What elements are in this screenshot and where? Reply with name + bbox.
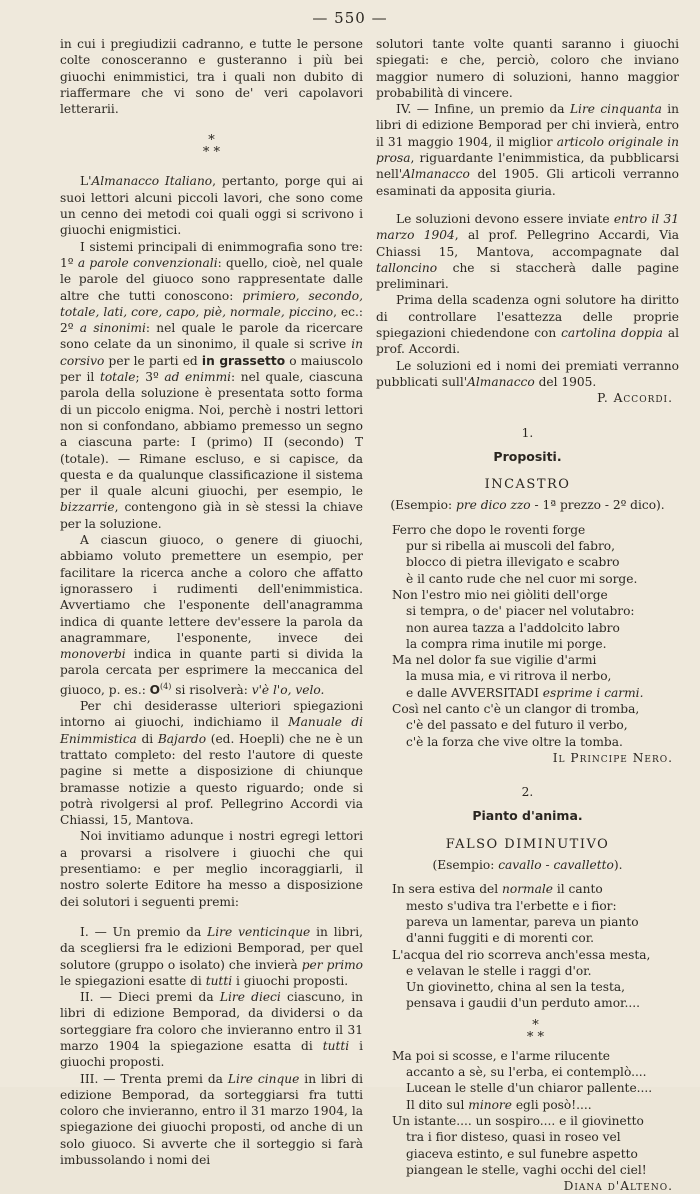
paragraph: solutori tante volte quanti saranno i giuochi spiegati: e che, perciò, coloro che inviano maggior numero di soluzioni, hanno maggior probabilità di vincere.: [376, 37, 679, 100]
asterism-separator: * * *: [202, 133, 221, 161]
paragraph: Le soluzioni ed i nomi dei premiati verranno pubblicati sull'Almanacco del 1905.: [376, 358, 679, 389]
page-number: — 550 —: [312, 9, 388, 27]
verse: Il dito sul minore egli posò!....: [406, 1097, 592, 1112]
prize-paragraph: I. — Un premio da Lire venticinque in libri, da scegliersi fra le edizioni Bemporad, per quel solutore (gruppo o isolato) che invierà per primo le spiegazioni esatte di tutti i giuochi proposti.: [60, 924, 363, 988]
verse: Ferro che dopo le roventi forge: [392, 522, 586, 537]
verse: si tempra, o de' piacer nel volutabro:: [406, 604, 635, 619]
prize-paragraph: III. — Trenta premi da Lire cinque in libri di edizione Bemporad, da sorteggiarsi fra tutti coloro che invieranno, entro il 31 marzo 1904, la spiegazione dei giuochi proposti, od anche di un solo giuoco. Si avverte che il sorteggio si farà imbussolando i nomi dei: [60, 1071, 363, 1168]
game-type: INCASTRO: [484, 477, 571, 493]
game-number: 1.: [521, 425, 534, 440]
paragraph: Prima della scadenza ogni solutore ha diritto di controllare l'esattezza delle proprie spiegazioni chiedendone con cartolina doppia al prof. Accordi.: [376, 293, 679, 357]
verse: è il canto rude che nel cuor mi sorge.: [406, 571, 638, 586]
left-column: [60, 36, 363, 1168]
asterism-separator: * * *: [526, 1017, 545, 1045]
verse: accanto a sè, su l'erba, ei contemplò....: [406, 1065, 647, 1080]
verse: Non l'estro mio nei giòliti dell'orge: [392, 587, 608, 602]
verse: Così nel canto c'è un clangor di tromba,: [392, 701, 640, 716]
verse: piangean le stelle, vaghi occhi del ciel!: [406, 1162, 647, 1177]
verse: mesto s'udiva tra l'erbette e i fior:: [406, 898, 617, 913]
verse: giaceva estinto, e sul funebre aspetto: [406, 1146, 638, 1161]
poem: [392, 881, 679, 1178]
verse: tra i fior disteso, quasi in roseo vel: [406, 1130, 621, 1145]
verse: Ma nel dolor fa sue vigilie d'armi: [392, 653, 597, 668]
game-type: FALSO DIMINUTIVO: [445, 836, 610, 852]
paragraph: Noi invitiamo adunque i nostri egregi lettori a provarsi a risolvere i giuochi che qui presentiamo: e per meglio incoraggiarli, il nostro solerte Editore ha messo a disposizione dei solutori i seguenti premi:: [60, 829, 363, 909]
paragraph: A ciascun giuoco, o genere di giuochi, abbiamo voluto premettere un esempio, per facilitare la ricerca anche a coloro che affatto ignorassero i rudimenti dell'enimmistica. Avvertiamo che l'esponente dell'anagramma indica di quante lettere dev'essere la parola da anagrammare, l'esponente, invece dei monoverbi indica in quante parti si divida la parola cercata per esprimere la meccanica del giuoco, p. es.: $O^{(4)}$ si risolverà: v'è l'o, velo.: [60, 533, 363, 697]
game-example: (Esempio: cavallo - cavalletto).: [432, 858, 623, 873]
paragraph: Le soluzioni devono essere inviate entro il 31 marzo 1904, al prof. Pellegrino Accardi, Via Chiassi 15, Mantova, accompagnate dal talloncino che si staccherà dalle pagine preliminari.: [376, 211, 679, 292]
verse: e dalle AVVERSITADI esprime i carmi.: [406, 685, 644, 700]
verse: blocco di pietra illevigato e scabro: [406, 555, 620, 570]
game-title: Pianto d'anima.: [472, 808, 583, 824]
verse: la compra rima inutile mi porge.: [406, 636, 607, 651]
verse: pensava i gaudii d'un perduto amor....: [406, 996, 641, 1011]
signature: Il Principe Nero.: [552, 750, 673, 765]
verse: c'è la forza che vive oltre la tomba.: [406, 734, 623, 749]
verse: pur si ribella ai muscoli del fabro,: [406, 539, 615, 554]
verse: pareva un lamentar, pareva un pianto: [406, 914, 639, 929]
verse: In sera estiva del normale il canto: [392, 882, 603, 897]
poem: [392, 522, 679, 750]
verse: Un istante.... un sospiro.... e il giovinetto: [392, 1113, 644, 1128]
game-example: (Esempio: pre dico zzo - 1ª prezzo - 2º dico).: [390, 498, 665, 513]
verse: e velavan le stelle i raggi d'or.: [406, 963, 592, 978]
verse: Ma poi si scosse, e l'arme rilucente: [392, 1048, 610, 1063]
paragraph: in cui i pregiudizii cadranno, e tutte le persone colte conosceranno e gusteranno i più bei giuochi enimmistici, tra i quali non dubito di riaffermare che vi sono de' veri capolavori letterarii.: [60, 37, 363, 117]
verse: la musa mia, e vi ritrova il nerbo,: [406, 669, 612, 684]
signature: P. Accordi.: [597, 391, 673, 406]
verse: Lucean le stelle d'un chiaror pallente....: [406, 1081, 653, 1096]
paragraph: I sistemi principali di enimmografia sono tre: 1º a parole convenzionali: quello, cioè, nel quale le parole del giuoco sono rappresentate dalle altre che tutti conoscono: primiero, secondo, totale, lati, core, capo, piè, normale, piccino, ec.: 2º a sinonimi: nel quale le parole da ricercare sono celate da un sinonimo, il quale si scrive in corsivo per le parti ed in grassetto o maiuscolo per il totale; 3º ad enimmi: nel quale, ciascuna parola della soluzione è presentata sotto forma di un piccolo enigma. Noi, perchè i nostri lettori non si confondano, abbiamo premesso un segno a ciascuna parte: I (primo) II (secondo) T (totale). — Rimane escluso, e si capisce, da questa e da qualunque classificazione il sistema per il quale alcuni giuochi, per esempio, le bizzarrie, contengono già in sè stessi la chiave per la soluzione.: [60, 239, 364, 531]
prize-paragraph: II. — Dieci premi da Lire dieci ciascuno, in libri di edizione Bemporad, da dividersi o da sorteggiare fra coloro che invieranno entro il 31 marzo 1904 la spiegazione esatta di tutti i giuochi proposti.: [60, 990, 364, 1070]
verse: L'acqua del rio scorreva anch'essa mesta,: [392, 947, 651, 962]
verse: Un giovinetto, china al sen la testa,: [406, 980, 625, 995]
signature: Diana d'Alteno.: [563, 1179, 673, 1194]
verse: d'anni fuggiti e di morenti cor.: [406, 931, 595, 946]
paragraph: Per chi desiderasse ulteriori spiegazioni intorno ai giuochi, indichiamo il Manuale di Enimmistica di Bajardo (ed. Hoepli) che ne è un trattato completo: del resto l'autore di queste pagine si mette a disposizione di chiunque bramasse notizie a questo riguardo; onde si potrà rivolgersi al prof. Pellegrino Accordi via Chiassi, 15, Mantova.: [60, 699, 364, 828]
paragraph: L'Almanacco Italiano, pertanto, porge qui ai suoi lettori alcuni piccoli lavori, che sono come un cenno dei metodi coi quali oggi si scrivono i giuochi enigmistici.: [60, 174, 363, 238]
verse: c'è del passato e del futuro il verbo,: [406, 718, 628, 733]
game-number: 2.: [521, 785, 534, 800]
game-title: Propositi.: [493, 448, 562, 464]
right-column: [376, 36, 679, 1194]
verse: non aurea tazza a l'addolcito labro: [406, 620, 620, 635]
prize-paragraph: IV. — Infine, un premio da Lire cinquanta in libri di edizione Bemporad per chi invierà, entro il 31 maggio 1904, il miglior articolo originale in prosa, riguardante l'enimmistica, da pubblicarsi nell'Almanacco del 1905. Gli articoli verranno esaminati da apposita giuria.: [376, 102, 680, 198]
